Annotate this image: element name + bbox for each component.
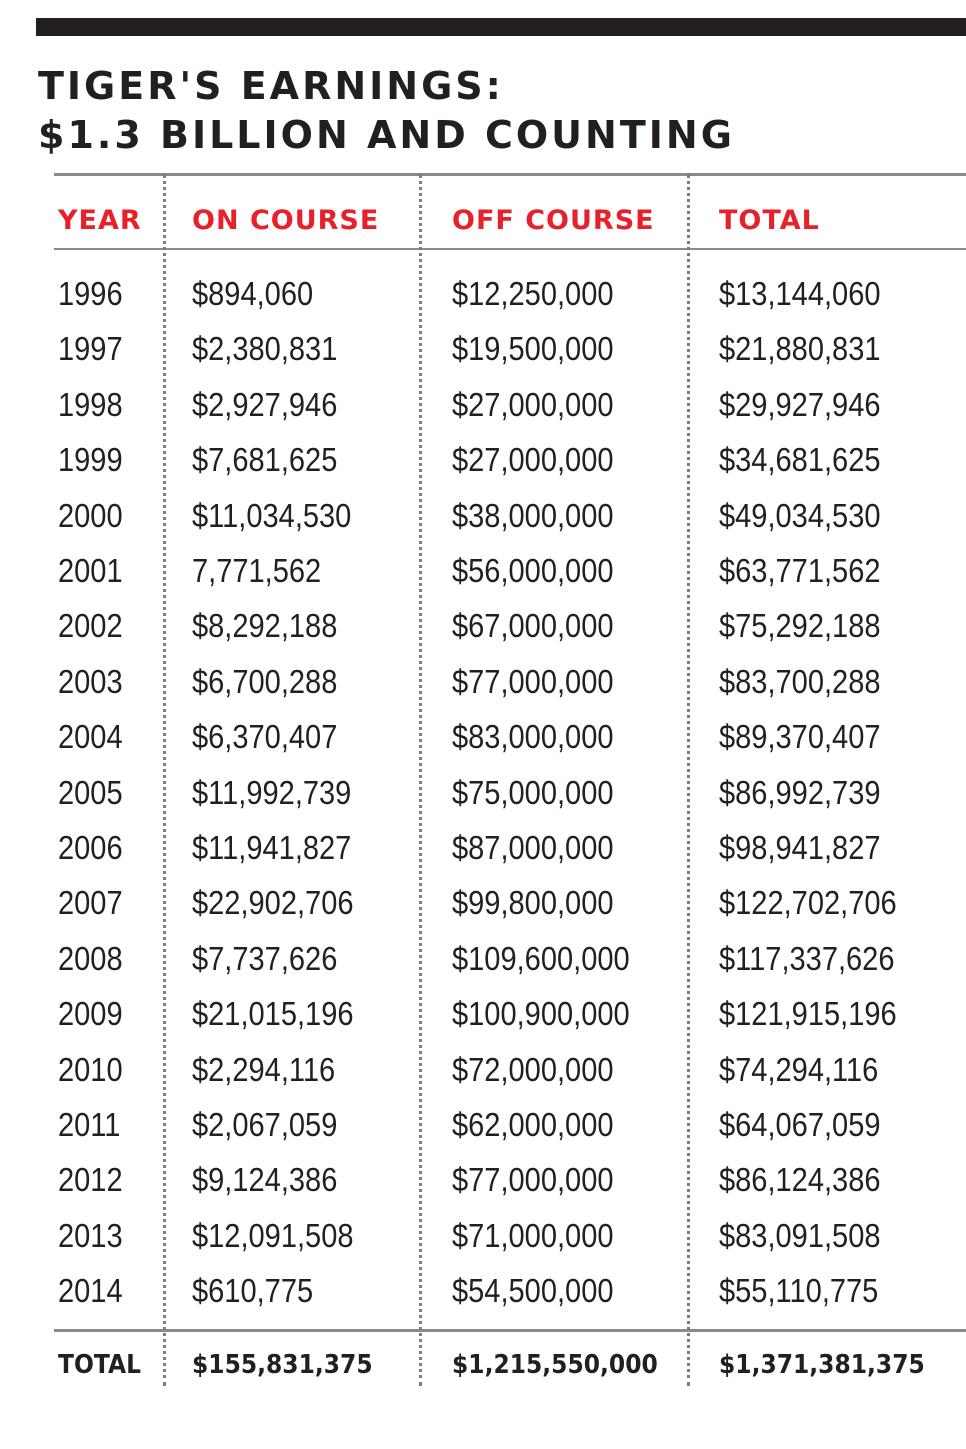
- cell-off-course: $62,000,000: [452, 1106, 614, 1143]
- title-line-2: $1.3 BILLION AND COUNTING: [38, 113, 735, 157]
- cell-off-course: $72,000,000: [452, 1050, 614, 1088]
- cell-total: $29,927,946: [719, 385, 881, 423]
- table-row: [0, 820, 966, 875]
- table-row: [0, 377, 966, 432]
- cell-off-course: $99,800,000: [452, 884, 614, 922]
- cell-off-course: $83,000,000: [452, 718, 614, 756]
- cell-on-course: $7,681,625: [192, 441, 338, 479]
- cell-on-course: $12,091,508: [192, 1216, 354, 1254]
- table-row: [0, 986, 966, 1041]
- table-row: [0, 432, 966, 487]
- cell-year: 1996: [58, 275, 123, 312]
- cell-total: $121,915,196: [719, 995, 897, 1033]
- cell-off-course: $109,600,000: [452, 939, 630, 977]
- cell-year: 2001: [58, 552, 123, 589]
- table-row: [0, 654, 966, 709]
- table-row: [0, 765, 966, 820]
- cell-on-course: $7,737,626: [192, 939, 338, 977]
- table-row: [0, 598, 966, 653]
- cell-on-course: $6,700,288: [192, 662, 338, 700]
- table-top-rule: [54, 173, 966, 176]
- total-total: $1,371,381,375: [719, 1350, 925, 1380]
- total-rule: [54, 1329, 966, 1332]
- table-row: [0, 875, 966, 930]
- cell-year: 2009: [58, 995, 123, 1033]
- cell-on-course: $8,292,188: [192, 607, 338, 645]
- cell-on-course: $11,034,530: [192, 496, 352, 534]
- cell-off-course: $54,500,000: [452, 1272, 614, 1310]
- cell-off-course: $71,000,000: [452, 1216, 614, 1254]
- cell-year: 2000: [58, 496, 123, 534]
- cell-on-course: $21,015,196: [192, 995, 354, 1033]
- cell-on-course: $2,927,946: [192, 385, 338, 423]
- column-header-off-course: OFF COURSE: [452, 205, 655, 236]
- cell-year: 1999: [58, 441, 123, 479]
- cell-total: $83,091,508: [719, 1216, 881, 1254]
- cell-on-course: 7,771,562: [192, 552, 322, 589]
- cell-off-course: $56,000,000: [452, 552, 614, 589]
- cell-year: 2014: [58, 1272, 123, 1310]
- cell-total: $122,702,706: [719, 884, 897, 922]
- cell-total: $83,700,288: [719, 662, 881, 700]
- table-row: [0, 1208, 966, 1263]
- table-row: [0, 1152, 966, 1207]
- cell-off-course: $38,000,000: [452, 496, 614, 534]
- page-title: [38, 62, 735, 160]
- cell-on-course: $22,902,706: [192, 884, 354, 922]
- title-line-1: TIGER'S EARNINGS:: [38, 64, 504, 108]
- total-on-course: $155,831,375: [192, 1350, 373, 1380]
- cell-year: 1998: [58, 385, 123, 423]
- cell-year: 2008: [58, 939, 123, 977]
- cell-total: $74,294,116: [719, 1050, 879, 1088]
- cell-total: $98,941,827: [719, 829, 881, 866]
- column-header-on-course: ON COURSE: [192, 205, 380, 236]
- total-row: [0, 1342, 966, 1388]
- total-label: TOTAL: [58, 1350, 142, 1380]
- cell-on-course: $610,775: [192, 1272, 314, 1310]
- cell-total: $13,144,060: [719, 275, 881, 312]
- cell-total: $64,067,059: [719, 1106, 881, 1143]
- cell-total: $86,992,739: [719, 773, 881, 811]
- cell-year: 2007: [58, 884, 123, 922]
- cell-total: $86,124,386: [719, 1161, 881, 1199]
- cell-year: 2006: [58, 829, 123, 866]
- cell-total: $55,110,775: [719, 1272, 879, 1310]
- cell-on-course: $9,124,386: [192, 1161, 338, 1199]
- column-header-year: YEAR: [58, 205, 142, 236]
- cell-off-course: $75,000,000: [452, 773, 614, 811]
- cell-off-course: $27,000,000: [452, 385, 614, 423]
- cell-total: $49,034,530: [719, 496, 881, 534]
- cell-total: $21,880,831: [719, 330, 881, 368]
- table-row: [0, 488, 966, 543]
- table-row: [0, 543, 966, 598]
- cell-year: 2005: [58, 773, 123, 811]
- cell-on-course: $11,941,827: [192, 829, 352, 866]
- header-rule: [54, 248, 966, 250]
- cell-year: 2013: [58, 1216, 123, 1254]
- cell-year: 2010: [58, 1050, 123, 1088]
- cell-off-course: $77,000,000: [452, 1161, 614, 1199]
- cell-off-course: $12,250,000: [452, 275, 614, 312]
- cell-on-course: $11,992,739: [192, 773, 352, 811]
- cell-year: 2002: [58, 607, 123, 645]
- cell-year: 1997: [58, 330, 123, 368]
- cell-total: $75,292,188: [719, 607, 881, 645]
- table-row: [0, 1263, 966, 1318]
- table-row: [0, 931, 966, 986]
- table-row: [0, 1042, 966, 1097]
- cell-off-course: $100,900,000: [452, 995, 630, 1033]
- cell-total: $117,337,626: [719, 939, 895, 977]
- table-row: [0, 321, 966, 376]
- table-row: [0, 1097, 966, 1152]
- cell-on-course: $2,294,116: [192, 1050, 336, 1088]
- cell-off-course: $19,500,000: [452, 330, 614, 368]
- table-row: [0, 709, 966, 764]
- cell-year: 2011: [58, 1106, 121, 1143]
- column-header-total: TOTAL: [719, 205, 820, 236]
- cell-off-course: $67,000,000: [452, 607, 614, 645]
- top-rule: [36, 18, 966, 36]
- cell-total: $63,771,562: [719, 552, 881, 589]
- cell-off-course: $27,000,000: [452, 441, 614, 479]
- cell-on-course: $2,067,059: [192, 1106, 338, 1143]
- cell-off-course: $87,000,000: [452, 829, 614, 866]
- cell-total: $34,681,625: [719, 441, 881, 479]
- cell-year: 2012: [58, 1161, 123, 1199]
- cell-year: 2003: [58, 662, 123, 700]
- cell-on-course: $6,370,407: [192, 718, 338, 756]
- cell-on-course: $894,060: [192, 275, 314, 312]
- cell-on-course: $2,380,831: [192, 330, 338, 368]
- cell-off-course: $77,000,000: [452, 662, 614, 700]
- cell-total: $89,370,407: [719, 718, 881, 756]
- table-row: [0, 266, 966, 321]
- cell-year: 2004: [58, 718, 123, 756]
- total-off-course: $1,215,550,000: [452, 1350, 658, 1380]
